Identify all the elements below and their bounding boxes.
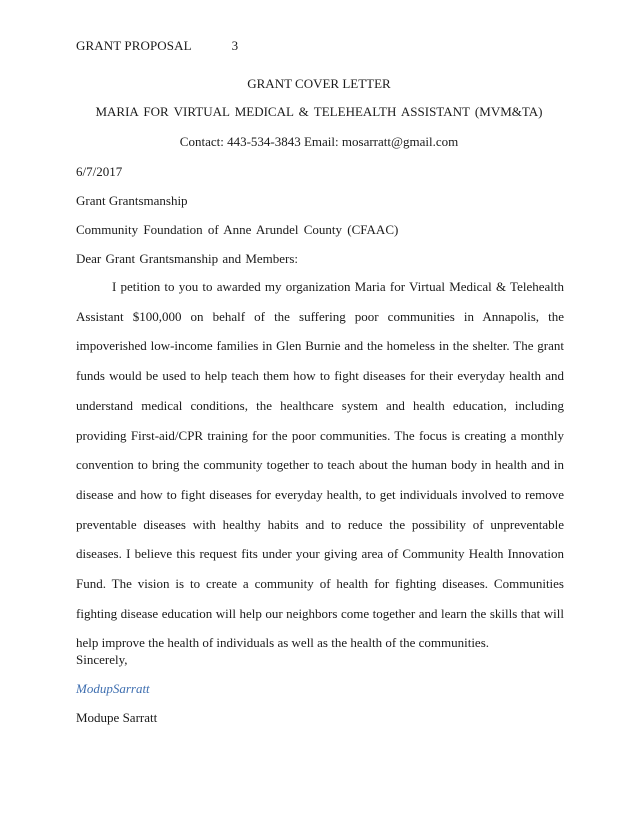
organization-name: MARIA FOR VIRTUAL MEDICAL & TELEHEALTH ASSISTANT (MVM&TA) <box>95 104 543 119</box>
recipient-name: Grant Grantsmanship <box>76 193 188 208</box>
contact-line: Contact: 443-534-3843 Email: mosarratt@gmail.com <box>179 134 459 149</box>
closing: Sincerely, <box>76 652 128 667</box>
recipient-organization: Community Foundation of Anne Arundel County (CFAAC) <box>76 222 399 237</box>
letter-date: 6/7/2017 <box>76 164 123 179</box>
page-number: 3 <box>231 38 239 53</box>
signature: ModupSarratt <box>76 681 150 696</box>
running-head <box>76 38 238 54</box>
salutation: Dear Grant Grantsmanship and Members: <box>76 251 299 266</box>
running-head-title: GRANT PROPOSAL <box>76 38 192 53</box>
letter-body-text: I petition to you to awarded my organization Maria for Virtual Medical & Telehealth Assistant $100,000 on behalf of the suffering poor communities in Annapolis, the impoverished low-income families in Glen Burnie and the homeless in the shelter. The grant funds would be used to help teach them how to fight diseases for their everyday health and understand medical conditions, the healthcare system and health education, including providing First-aid/CPR training for the poor communities. The focus is creating a monthly convention to bring the community together to teach about the human body in health and in disease and how to fight diseases for everyday health, to get individuals involved to remove preventable diseases with healthy habits and to reduce the possibility of unpreventable diseases. I believe this request fits under your giving area of Community Health Innovation Fund. The vision is to create a community of health for fighting diseases. Communities fighting disease education will help our neighbors come together and learn the skills that will help improve the health of individuals as well as the health of the communities. <box>76 279 564 651</box>
cover-letter-title: GRANT COVER LETTER <box>247 76 391 91</box>
signer-name: Modupe Sarratt <box>76 710 158 725</box>
letter-body <box>76 272 564 658</box>
